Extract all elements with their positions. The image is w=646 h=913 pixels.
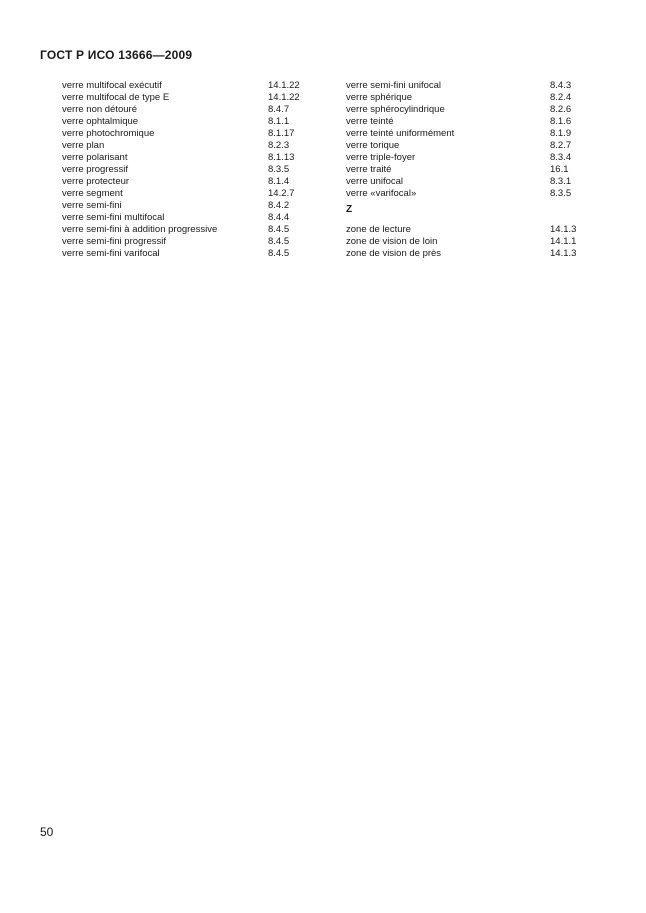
index-term: verre sphérique [346,92,413,103]
index-entry [62,80,332,92]
index-ref: 14.1.22 [268,92,300,103]
index-entry [62,224,332,236]
index-term: verre semi-fini multifocal [62,212,165,223]
index-entry [62,236,332,248]
index-entry [346,80,586,92]
section-letter: Z [346,204,353,215]
index-ref: 8.4.5 [268,236,290,247]
index-term: verre semi-fini progressif [62,236,166,247]
index-ref: 8.4.2 [268,200,290,211]
index-term: verre protecteur [62,176,130,187]
index-term: verre progressif [62,164,128,175]
index-term: zone de vision de loin [346,236,438,247]
index-ref: 8.1.13 [268,152,295,163]
index-entry [346,104,586,116]
page-header: ГОСТ Р ИСО 13666—2009 [40,48,193,62]
index-ref: 8.2.7 [550,140,572,151]
index-term: verre unifocal [346,176,404,187]
index-term: verre «varifocal» [346,188,417,199]
index-column-right [346,80,586,260]
index-ref: 8.2.4 [550,92,572,103]
index-ref: 14.1.3 [550,248,577,259]
index-ref: 8.4.7 [268,104,290,115]
index-term: verre multifocal exécutif [62,80,162,91]
index-term: verre teinté uniformément [346,128,455,139]
index-entry [346,164,586,176]
index-ref: 8.3.5 [268,164,290,175]
index-entry [346,176,586,188]
index-ref: 16.1 [550,164,569,175]
index-entry [346,224,586,236]
index-entry [346,116,586,128]
index-section-z [346,204,586,260]
index-entry [346,92,586,104]
index-term: verre semi-fini à addition progressive [62,224,218,235]
index-entry [62,116,332,128]
index-ref: 8.1.6 [550,116,572,127]
index-term: verre multifocal de type E [62,92,170,103]
index-ref: 14.1.3 [550,224,577,235]
index-ref: 8.4.3 [550,80,572,91]
index-ref: 14.1.1 [550,236,577,247]
index-term: zone de lecture [346,224,411,235]
index-term: verre segment [62,188,123,199]
index-ref: 8.1.17 [268,128,295,139]
index-entry [62,128,332,140]
index-column-left [62,80,332,260]
index-ref: 8.1.9 [550,128,572,139]
index-entry [346,140,586,152]
index-ref: 8.3.5 [550,188,572,199]
index-term: verre traité [346,164,392,175]
index-ref: 8.2.6 [550,104,572,115]
index-entry [62,212,332,224]
index-term: verre sphérocylindrique [346,104,445,115]
index-term: verre photochromique [62,128,155,139]
index-entry [62,188,332,200]
index-term: verre semi-fini unifocal [346,80,442,91]
index-entry [62,140,332,152]
index-term: verre teinté [346,116,394,127]
index-term: verre non détouré [62,104,137,115]
index-entry [62,104,332,116]
index-term: verre polarisant [62,152,128,163]
page-number: 50 [40,825,54,839]
index-entry [346,236,586,248]
index-ref: 8.1.4 [268,176,290,187]
index-ref: 8.1.1 [268,116,290,127]
index-entry [62,164,332,176]
index-term: verre semi-fini [62,200,122,211]
index-entry [346,152,586,164]
index-entry [346,128,586,140]
index-entry [62,200,332,212]
index-term: verre torique [346,140,400,151]
index-term: verre triple-foyer [346,152,416,163]
index-term: verre ophtalmique [62,116,139,127]
index-term: verre semi-fini varifocal [62,248,160,259]
index-entry [62,152,332,164]
index-entry [62,92,332,104]
index-ref: 8.3.4 [550,152,572,163]
index-ref: 8.4.4 [268,212,290,223]
index-ref: 8.3.1 [550,176,572,187]
index-entry [346,248,586,260]
index-term: verre plan [62,140,105,151]
index-ref: 8.4.5 [268,224,290,235]
index-ref: 14.1.22 [268,80,300,91]
index-entry [62,248,332,260]
index-term: zone de vision de près [346,248,442,259]
index-entry [62,176,332,188]
index-ref: 8.2.3 [268,140,290,151]
index-entry [346,188,586,200]
index-ref: 8.4.5 [268,248,290,259]
index-ref: 14.2.7 [268,188,295,199]
